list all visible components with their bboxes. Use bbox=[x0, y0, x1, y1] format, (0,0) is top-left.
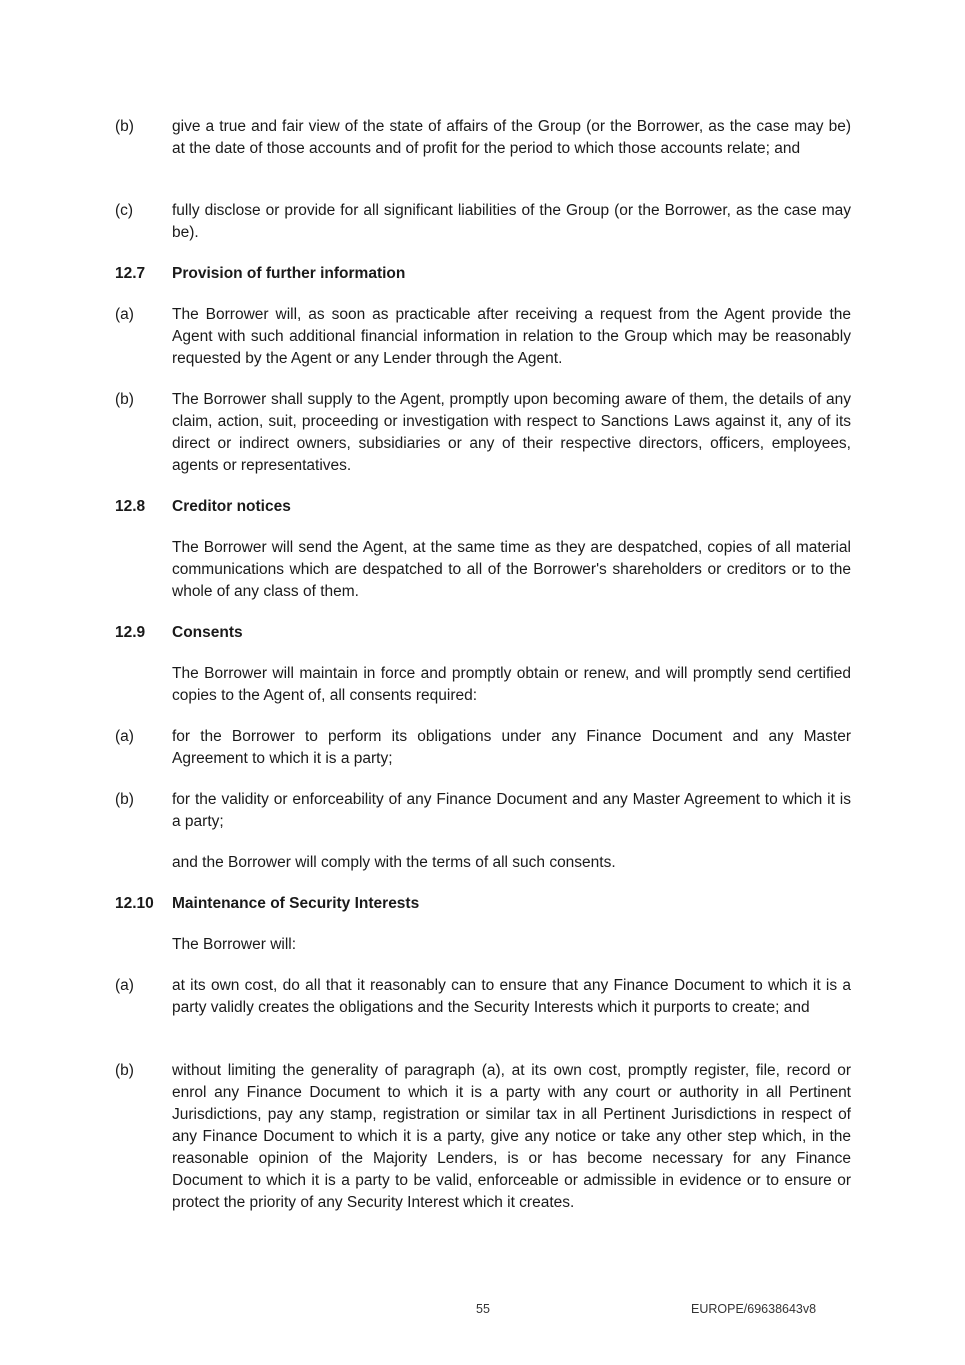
section-number: 12.9 bbox=[115, 624, 146, 641]
list-item-b bbox=[115, 389, 851, 477]
item-label: (b) bbox=[115, 791, 134, 808]
list-item-a bbox=[115, 726, 851, 770]
paragraph bbox=[115, 852, 851, 874]
list-item-b bbox=[115, 1060, 851, 1214]
section-title: Consents bbox=[172, 624, 243, 641]
item-label: (a) bbox=[115, 728, 134, 745]
section-heading-12-8 bbox=[115, 496, 851, 518]
section-number: 12.10 bbox=[115, 895, 154, 912]
item-text: at its own cost, do all that it reasonably can to ensure that any Finance Document to which it is a party validly creates the obligations and the Security Interests which it purports to create; and bbox=[172, 977, 851, 1016]
section-number: 12.8 bbox=[115, 498, 146, 515]
item-text: The Borrower will maintain in force and promptly obtain or renew, and will promptly send certified copies to the Agent of, all consents required: bbox=[172, 665, 851, 704]
item-text: for the Borrower to perform its obligations under any Finance Document and any Master Agreement to which it is a party; bbox=[172, 728, 851, 767]
item-text: The Borrower will, as soon as practicable after receiving a request from the Agent provide the Agent with such additional financial information in relation to the Group which may be reasonably requested by the Agent or any Lender through the Agent. bbox=[172, 306, 851, 367]
document-reference: EUROPE/69638643v8 bbox=[691, 1302, 817, 1316]
item-text: The Borrower will: bbox=[172, 936, 297, 953]
item-text: fully disclose or provide for all significant liabilities of the Group (or the Borrower, as the case may be). bbox=[172, 202, 851, 241]
section-title: Creditor notices bbox=[172, 498, 291, 515]
paragraph bbox=[115, 663, 851, 707]
item-label: (b) bbox=[115, 1062, 134, 1079]
section-heading-12-9 bbox=[115, 622, 851, 644]
item-text: give a true and fair view of the state of affairs of the Group (or the Borrower, as the case may be) at the date of those accounts and of profit for the period to which those accounts relate; and bbox=[172, 118, 851, 157]
paragraph bbox=[115, 537, 851, 603]
item-text: and the Borrower will comply with the terms of all such consents. bbox=[172, 854, 616, 871]
section-title: Maintenance of Security Interests bbox=[172, 895, 420, 912]
list-item-b bbox=[115, 116, 851, 160]
section-heading-12-10 bbox=[115, 893, 851, 915]
item-text: for the validity or enforceability of any Finance Document and any Master Agreement to which it is a party; bbox=[172, 791, 851, 830]
section-heading-12-7 bbox=[115, 263, 851, 285]
item-label: (a) bbox=[115, 306, 134, 323]
item-label: (a) bbox=[115, 977, 134, 994]
item-label: (b) bbox=[115, 391, 134, 408]
item-text: The Borrower shall supply to the Agent, promptly upon becoming aware of them, the details of any claim, action, suit, proceeding or investigation with respect to Sanctions Laws against it, any of its direct or indirect owners, subsidiaries or any of their respective directors, officers, employees, agents or representatives. bbox=[172, 391, 851, 474]
list-item-a bbox=[115, 304, 851, 370]
item-text: without limiting the generality of paragraph (a), at its own cost, promptly register, file, record or enrol any Finance Document to which it is a party with any court or authority in all Pertinent Jurisdictions, pay any stamp, registration or similar tax in all Pertinent Jurisdictions in respect of any Finance Document to which it is a party, give any notice or take any other step which, in the reasonable opinion of the Majority Lenders, is or has become necessary for any Finance Document to which it is a party to be valid, enforceable or admissible in evidence or to ensure or protect the priority of any Security Interest which it creates. bbox=[172, 1062, 851, 1211]
paragraph bbox=[115, 934, 851, 956]
item-label: (c) bbox=[115, 202, 134, 219]
section-title: Provision of further information bbox=[172, 265, 406, 282]
section-number: 12.7 bbox=[115, 265, 146, 282]
page-number: 55 bbox=[476, 1302, 490, 1316]
list-item-c bbox=[115, 200, 851, 244]
item-text: The Borrower will send the Agent, at the same time as they are despatched, copies of all material communications which are despatched to all of the Borrower's shareholders or creditors or to the whole of any class of them. bbox=[172, 539, 851, 600]
list-item-b bbox=[115, 789, 851, 833]
item-label: (b) bbox=[115, 118, 134, 135]
list-item-a bbox=[115, 975, 851, 1019]
